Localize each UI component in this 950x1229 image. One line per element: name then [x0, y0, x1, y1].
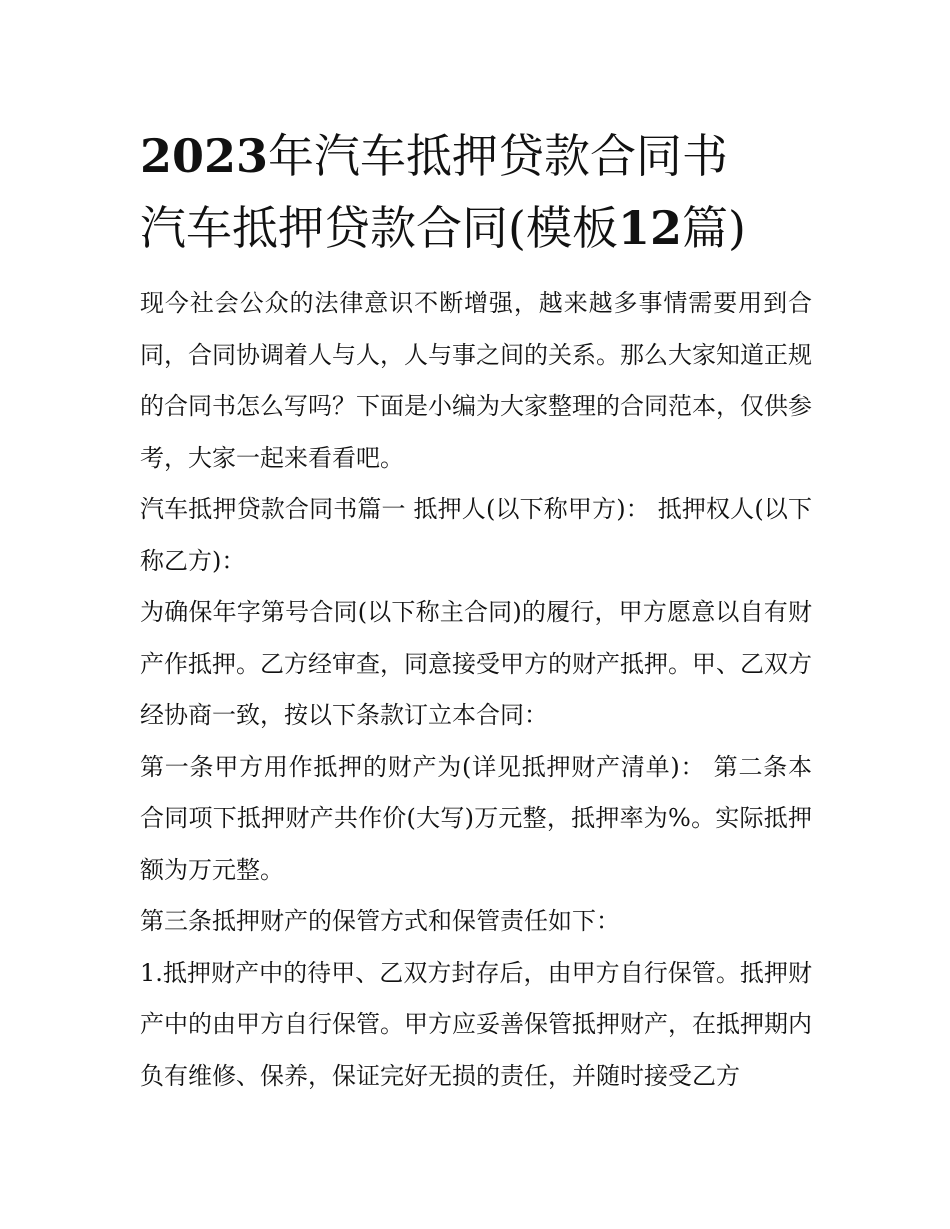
title-line-2 — [140, 192, 812, 264]
paragraph-parties: 汽车抵押贷款合同书篇一 抵押人(以下称甲方)： 抵押权人(以下称乙方)： — [140, 495, 812, 575]
title-line-2-text: 汽车抵押贷款合同(模板 — [140, 201, 618, 255]
title-count: 12 — [617, 201, 682, 255]
paragraph-article-3: 第三条抵押财产的保管方式和保管责任如下： — [140, 907, 620, 935]
paragraph-clause-1: 1.抵押财产中的待甲、乙双方封存后，由甲方自行保管。抵押财产中的由甲方自行保管。甲方应妥善保管抵押财产，在抵押期内负有维修、保养，保证完好无损的责任，并随时接受乙方 — [140, 958, 812, 1090]
title-line-1-text: 年汽车抵押贷款合同书 — [268, 129, 729, 183]
paragraph-intro: 现今社会公众的法律意识不断增强，越来越多事情需要用到合同，合同协调着人与人，人与事之间的关系。那么大家知道正规的合同书怎么写吗？下面是小编为大家整理的合同范本，仅供参考，大家一起来看看吧。 — [140, 289, 812, 472]
title-year: 2023 — [140, 129, 269, 183]
paragraph-article-1-2: 第一条甲方用作抵押的财产为(详见抵押财产清单)： 第二条本合同项下抵押财产共作价(大写)万元整，抵押率为%。实际抵押额为万元整。 — [140, 752, 812, 884]
document-body — [140, 278, 812, 1102]
document-title — [140, 120, 812, 264]
document-content — [140, 120, 812, 1102]
paragraph-purpose: 为确保年字第号合同(以下称主合同)的履行，甲方愿意以自有财产作抵押。乙方经审查，同意接受甲方的财产抵押。甲、乙双方经协商一致，按以下条款订立本合同： — [140, 598, 812, 729]
title-line-2-end: 篇) — [681, 201, 746, 255]
title-line-1 — [140, 120, 812, 192]
